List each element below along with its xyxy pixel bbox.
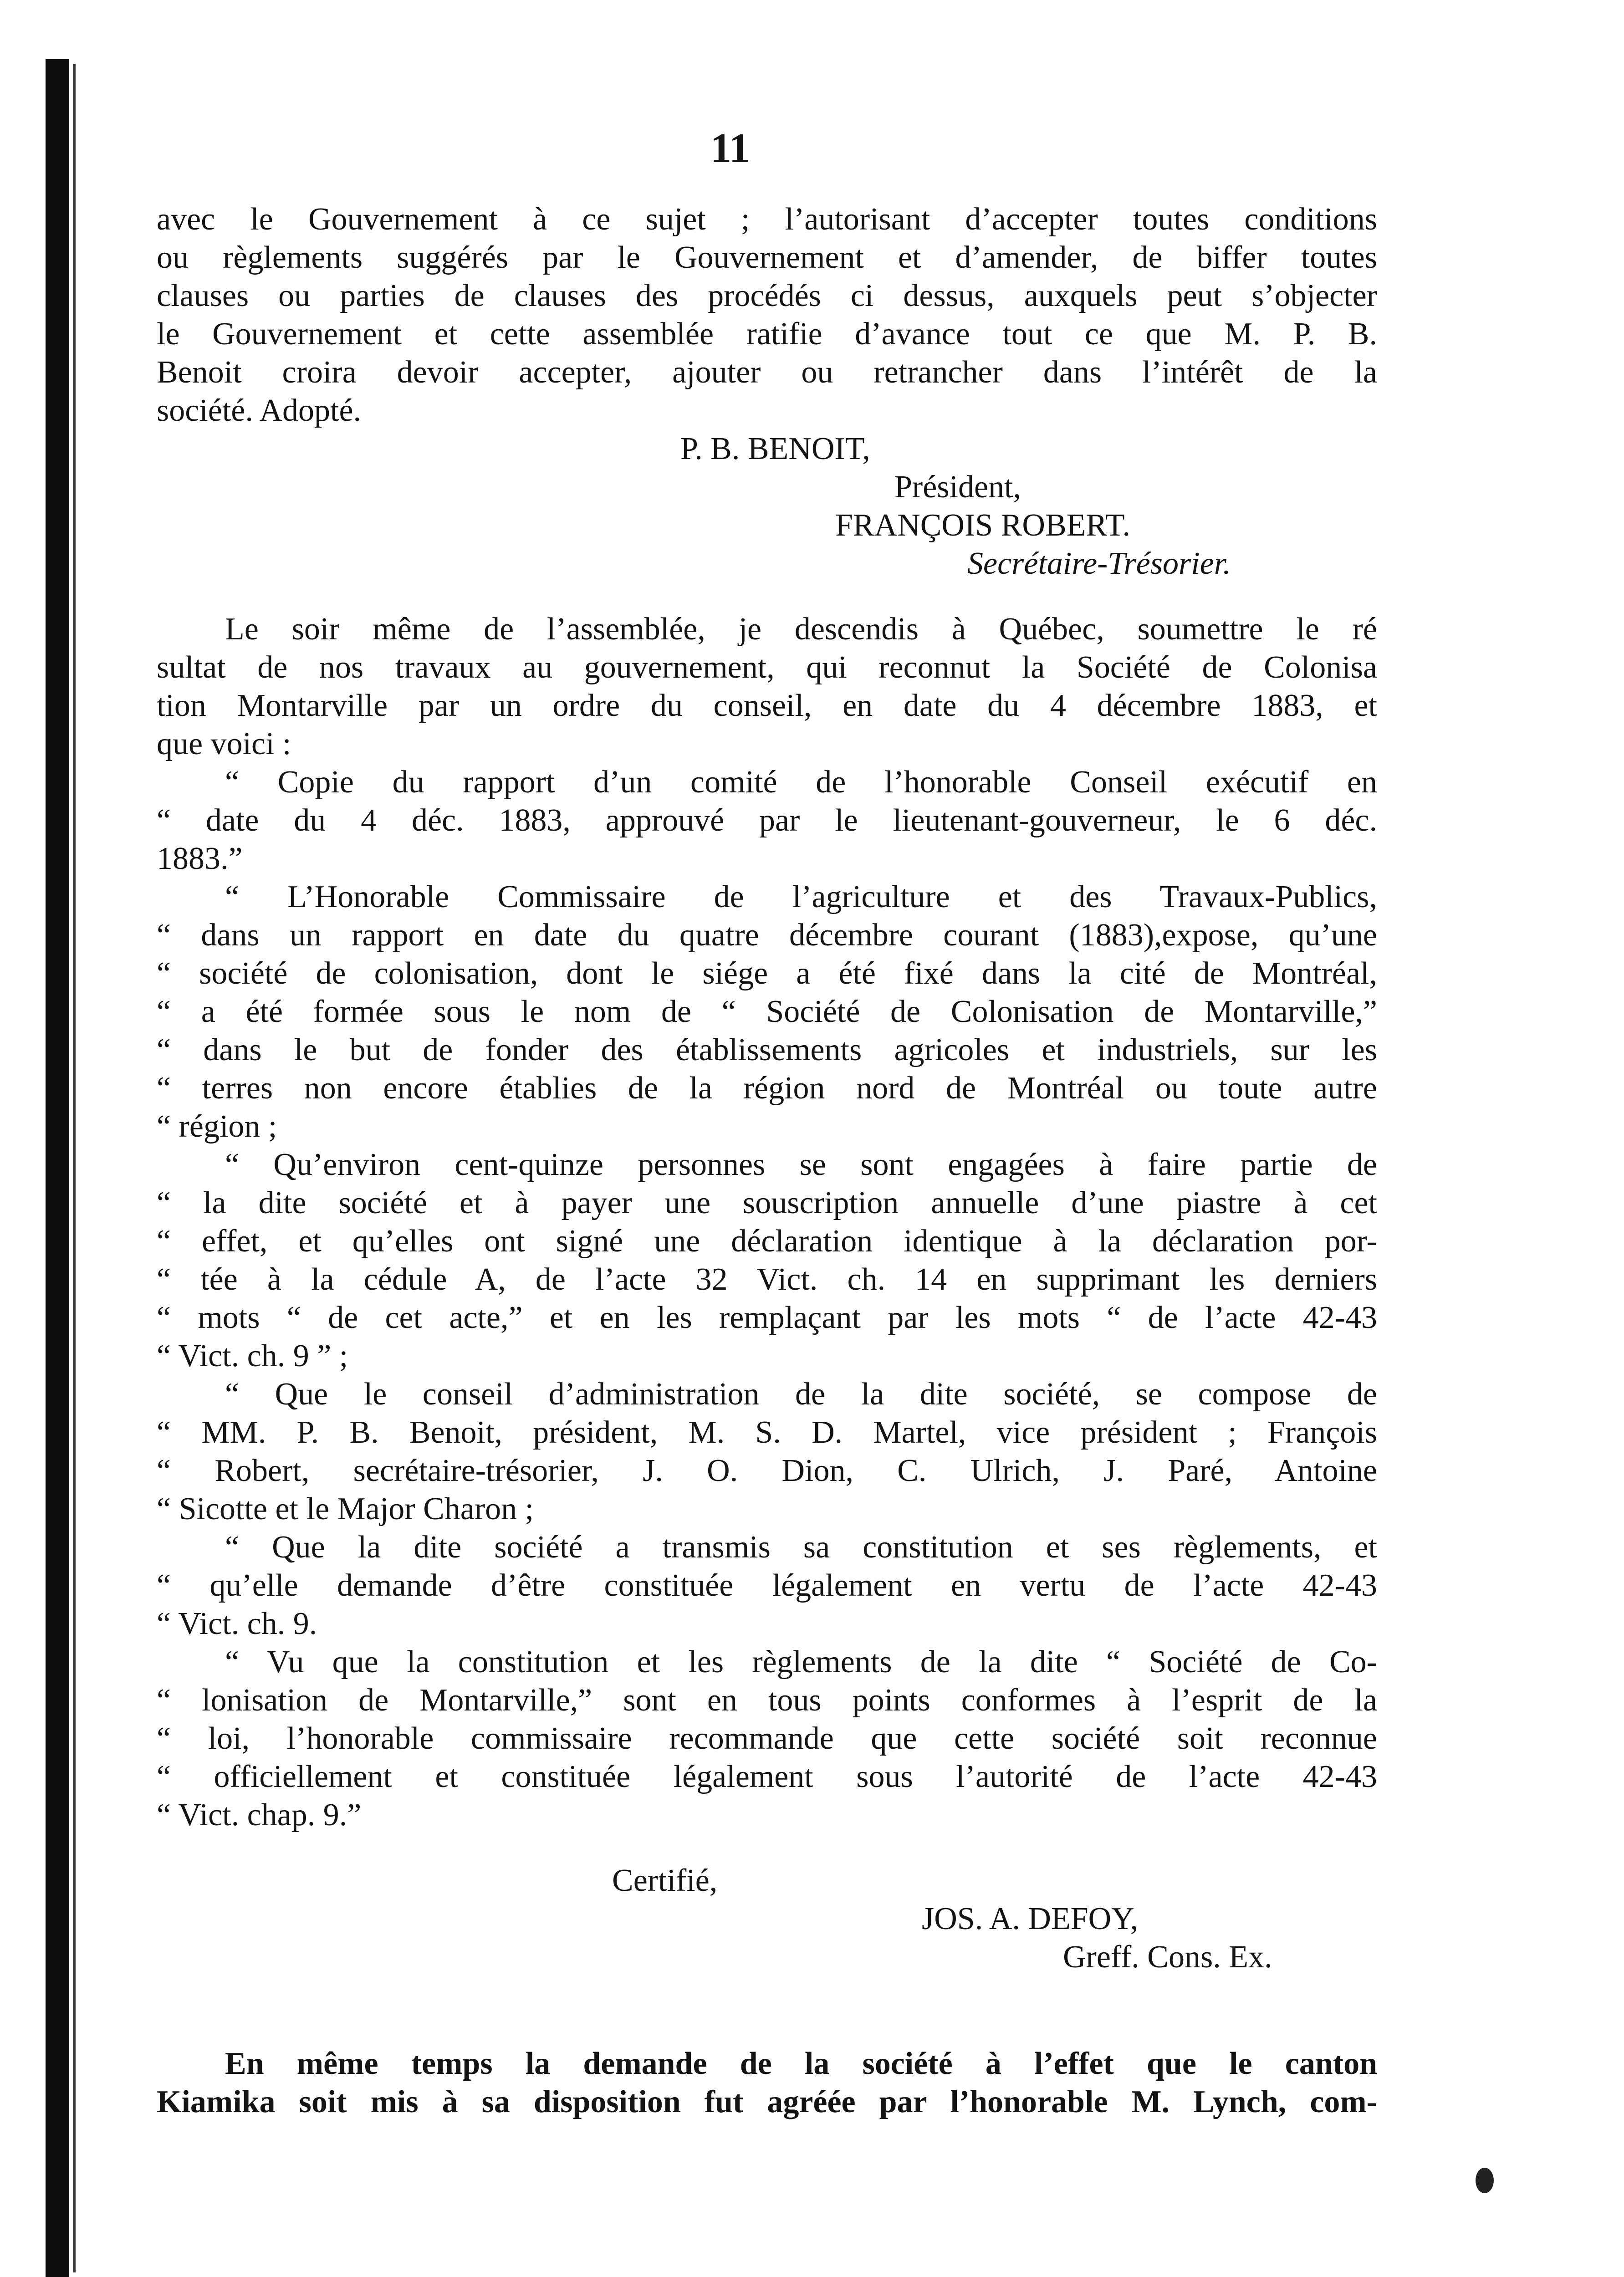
- text-line: “ officiellement et constituée légalement sous l’autorité de l’acte 42-43: [157, 1759, 1377, 1794]
- resolution-paragraph: [157, 200, 1377, 430]
- text-line: “ terres non encore établies de la région nord de Montréal ou toute autre: [157, 1071, 1377, 1106]
- certifier-name: JOS. A. DEFOY,: [922, 1901, 1139, 1936]
- text-line: “ région ;: [157, 1109, 277, 1144]
- text-line: “ Sicotte et le Major Charon ;: [157, 1491, 534, 1527]
- text-line: “ mots “ de cet acte,” et en les remplaçant par les mots “ de l’acte 42-43: [157, 1300, 1377, 1335]
- text-line: Benoit croira devoir accepter, ajouter ou retrancher dans l’intérêt de la: [157, 355, 1377, 390]
- text-line: “ date du 4 déc. 1883, approuvé par le lieutenant-gouverneur, le 6 déc.: [157, 803, 1377, 838]
- text-line: “ effet, et qu’elles ont signé une déclaration identique à la déclaration por-: [157, 1224, 1377, 1259]
- text-line: “ dans un rapport en date du quatre décembre courant (1883),expose, qu’une: [157, 918, 1377, 953]
- text-line: “ MM. P. B. Benoit, président, M. S. D. Martel, vice président ; François: [157, 1415, 1377, 1450]
- text-line: “ Vict. ch. 9.: [157, 1606, 317, 1641]
- narrative-paragraph: [157, 610, 1377, 763]
- text-line: avec le Gouvernement à ce sujet ; l’autorisant d’accepter toutes conditions: [157, 202, 1377, 237]
- quoted-paragraph-commissioner: [157, 878, 1377, 1146]
- text-line: 1883.”: [157, 841, 243, 876]
- certification-label: Certifié,: [612, 1863, 718, 1898]
- text-line: “ Que la dite société a transmis sa constitution et ses règlements, et: [225, 1530, 1377, 1565]
- text-line: “ loi, l’honorable commissaire recommande que cette société soit reconnue: [157, 1721, 1377, 1756]
- text-line: “ qu’elle demande d’être constituée légalement en vertu de l’acte 42-43: [157, 1568, 1377, 1603]
- quoted-paragraph-members: [157, 1146, 1377, 1375]
- text-line: “ Vict. ch. 9 ” ;: [157, 1338, 348, 1373]
- certifier-title: Greff. Cons. Ex.: [1063, 1940, 1272, 1975]
- text-line: En même temps la demande de la société à l’effet que le canton: [225, 2046, 1377, 2081]
- text-line: “ Robert, secrétaire-trésorier, J. O. Dion, C. Ulrich, J. Paré, Antoine: [157, 1453, 1377, 1488]
- signatory-title-secretary: Secrétaire-Trésorier.: [967, 546, 1231, 581]
- quoted-paragraph-copy: [157, 763, 1377, 878]
- scan-binding-shadow: [73, 64, 76, 2272]
- text-line: tion Montarville par un ordre du conseil, en date du 4 décembre 1883, et: [157, 688, 1377, 723]
- signatory-name-robert: FRANÇOIS ROBERT.: [835, 508, 1130, 543]
- page-number: 11: [710, 125, 750, 171]
- quoted-paragraph-recommendation: [157, 1643, 1377, 1834]
- text-line: “ tée à la cédule A, de l’acte 32 Vict. ch. 14 en supprimant les derniers: [157, 1262, 1377, 1297]
- text-line: “ Qu’environ cent-quinze personnes se sont engagées à faire partie de: [225, 1147, 1377, 1182]
- text-line: “ Que le conseil d’administration de la dite société, se compose de: [225, 1377, 1377, 1412]
- text-line: clauses ou parties de clauses des procédés ci dessus, auxquels peut s’objecter: [157, 278, 1377, 313]
- closing-paragraph: [157, 2045, 1377, 2121]
- text-line: Le soir même de l’assemblée, je descendis à Québec, soumettre le ré: [225, 612, 1377, 647]
- document-page: [157, 200, 1377, 2121]
- text-line: “ la dite société et à payer une souscription annuelle d’une piastre à cet: [157, 1185, 1377, 1220]
- text-line: Kiamika soit mis à sa disposition fut agréée par l’honorable M. Lynch, com-: [157, 2084, 1377, 2119]
- text-line: “ lonisation de Montarville,” sont en tous points conformes à l’esprit de la: [157, 1683, 1377, 1718]
- text-line: “ Vict. chap. 9.”: [157, 1797, 362, 1833]
- text-line: “ dans le but de fonder des établissements agricoles et industriels, sur les: [157, 1032, 1377, 1067]
- text-line: “ Vu que la constitution et les règlements de la dite “ Société de Co-: [225, 1644, 1377, 1680]
- text-line: “ a été formée sous le nom de “ Société de Colonisation de Montarville,”: [157, 994, 1377, 1029]
- text-line: que voici :: [157, 726, 291, 761]
- text-line: “ société de colonisation, dont le siége a été fixé dans la cité de Montréal,: [157, 956, 1377, 991]
- text-line: sultat de nos travaux au gouvernement, qui reconnut la Société de Colonisa: [157, 650, 1377, 685]
- text-line: le Gouvernement et cette assemblée ratifie d’avance tout ce que M. P. B.: [157, 317, 1377, 352]
- quoted-paragraph-council: [157, 1375, 1377, 1528]
- quoted-paragraph-constitution: [157, 1528, 1377, 1643]
- text-line: “ Copie du rapport d’un comité de l’honorable Conseil exécutif en: [225, 765, 1377, 800]
- scan-binding-edge: [46, 59, 69, 2277]
- signatory-name-benoit: P. B. BENOIT,: [680, 431, 870, 466]
- text-line: ou règlements suggérés par le Gouvernement et d’amender, de biffer toutes: [157, 240, 1377, 275]
- scan-speck: [1476, 2168, 1494, 2193]
- text-line: “ L’Honorable Commissaire de l’agriculture et des Travaux-Publics,: [225, 879, 1377, 914]
- signatory-title-president: Président,: [894, 470, 1021, 505]
- text-line: société. Adopté.: [157, 393, 362, 428]
